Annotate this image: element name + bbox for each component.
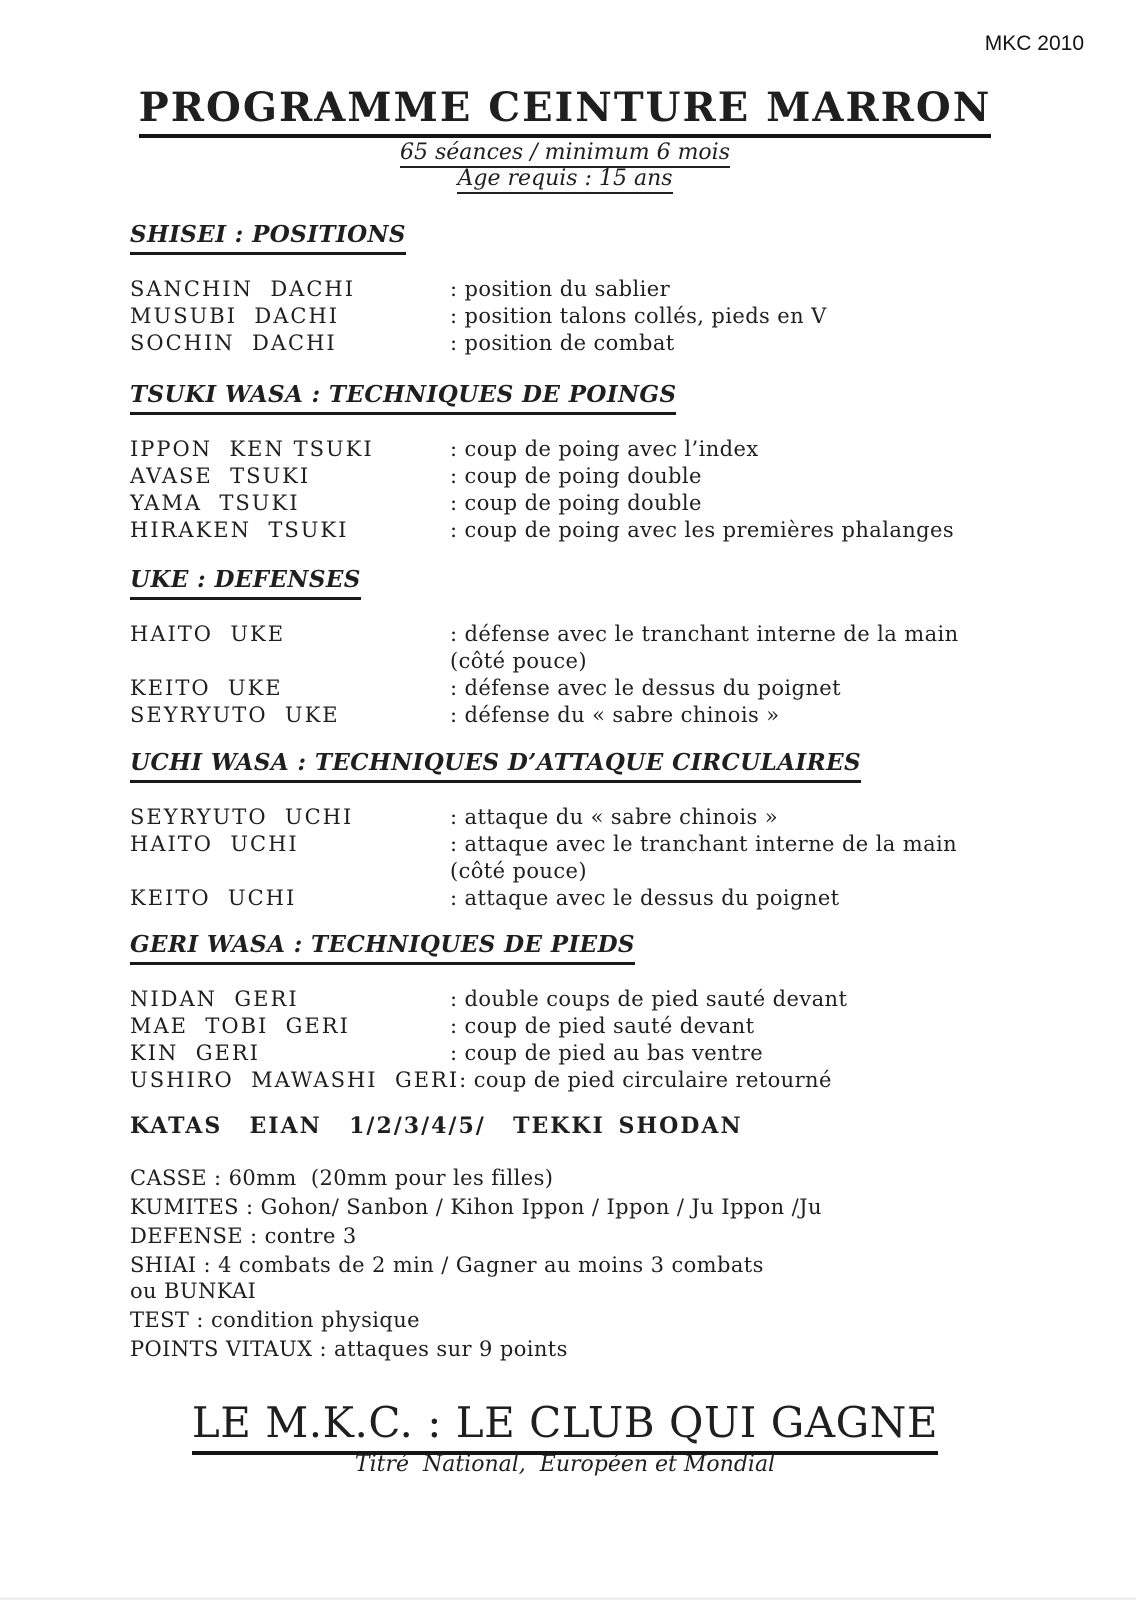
section-heading: UKE : DEFENSES <box>130 565 1090 600</box>
technique-name: SOCHIN DACHI <box>130 331 337 355</box>
section-geri-wasa <box>130 930 1090 1094</box>
subtitle-sessions: 65 séances / minimum 6 mois <box>0 140 1130 168</box>
section-tsuki-wasa <box>130 380 1090 544</box>
subtitle-age: Age requis : 15 ans <box>0 166 1130 194</box>
technique-row <box>130 303 1090 330</box>
technique-definition: : coup de poing double <box>450 491 702 515</box>
footer-slogan: LE M.K.C. : LE CLUB QUI GAGNE <box>0 1398 1130 1455</box>
requirement-text: TEST : condition physique <box>130 1308 420 1332</box>
technique-name: HIRAKEN TSUKI <box>130 518 349 542</box>
requirement-row <box>130 1165 1120 1191</box>
technique-name: SEYRYUTO UKE <box>130 703 340 727</box>
technique-list <box>130 986 1090 1094</box>
technique-name: USHIRO MAWASHI GERI <box>130 1068 460 1092</box>
technique-definition: : attaque avec le dessus du poignet <box>450 886 840 910</box>
technique-name: KEITO UCHI <box>130 886 297 910</box>
technique-definition: : coup de poing avec les premières phalanges <box>450 518 955 542</box>
requirement-row <box>130 1252 1120 1304</box>
requirement-row <box>130 1336 1120 1362</box>
technique-definition: : coup de poing double <box>450 464 702 488</box>
technique-row <box>130 490 1090 517</box>
technique-row <box>130 436 1090 463</box>
requirement-row <box>130 1194 1120 1220</box>
technique-row <box>130 885 1090 912</box>
technique-row <box>130 1067 1090 1094</box>
page-title-text: PROGRAMME CEINTURE MARRON <box>139 84 992 138</box>
technique-row <box>130 986 1090 1013</box>
section-uke <box>130 565 1090 729</box>
technique-definition: : coup de pied sauté devant <box>450 1014 755 1038</box>
technique-name: MUSUBI DACHI <box>130 304 340 328</box>
corner-label: MKC 2010 <box>984 32 1084 55</box>
page-title <box>0 84 1130 138</box>
technique-list <box>130 436 1090 544</box>
technique-definition: : attaque avec le tranchant interne de la main (côté pouce) <box>450 832 958 883</box>
technique-list <box>130 804 1090 912</box>
requirement-text: KUMITES : Gohon/ Sanbon / Kihon Ippon / Ippon / Ju Ippon /Ju <box>130 1195 822 1219</box>
technique-row <box>130 1013 1090 1040</box>
requirement-text: POINTS VITAUX : attaques sur 9 points <box>130 1337 568 1361</box>
technique-definition: : coup de pied circulaire retourné <box>459 1068 832 1092</box>
technique-row <box>130 463 1090 490</box>
technique-definition: : défense avec le tranchant interne de la main (côté pouce) <box>450 622 959 673</box>
requirement-text: DEFENSE : contre 3 <box>130 1224 357 1248</box>
technique-row <box>130 276 1090 303</box>
technique-name: MAE TOBI GERI <box>130 1014 350 1038</box>
technique-list <box>130 621 1090 729</box>
technique-name: KIN GERI <box>130 1041 260 1065</box>
technique-row <box>130 517 1090 544</box>
technique-definition: : coup de pied au bas ventre <box>450 1041 764 1065</box>
requirement-row <box>130 1223 1120 1249</box>
technique-name: HAITO UKE <box>130 622 286 646</box>
technique-definition: : position du sablier <box>450 277 671 301</box>
katas-line: KATAS EIAN 1/2/3/4/5/ TEKKI SHODAN <box>130 1113 743 1139</box>
technique-name: HAITO UCHI <box>130 832 299 856</box>
technique-name: SANCHIN DACHI <box>130 277 356 301</box>
technique-name: SEYRYUTO UCHI <box>130 805 354 829</box>
technique-name: YAMA TSUKI <box>130 491 300 515</box>
requirement-row <box>130 1307 1120 1333</box>
technique-definition: : double coups de pied sauté devant <box>450 987 848 1011</box>
technique-name: KEITO UKE <box>130 676 283 700</box>
section-heading: UCHI WASA : TECHNIQUES D’ATTAQUE CIRCULAIRES <box>130 748 1090 783</box>
footer-subtitle: Titré National, Européen et Mondial <box>354 1452 776 1477</box>
technique-definition: : attaque du « sabre chinois » <box>450 805 778 829</box>
technique-name: IPPON KEN TSUKI <box>130 437 374 461</box>
technique-definition: : défense avec le dessus du poignet <box>450 676 841 700</box>
technique-list <box>130 276 1090 357</box>
technique-name: AVASE TSUKI <box>130 464 311 488</box>
technique-row <box>130 675 1090 702</box>
technique-row <box>130 330 1090 357</box>
technique-row <box>130 804 1090 831</box>
requirements-list <box>130 1165 1120 1365</box>
requirement-text: SHIAI : 4 combats de 2 min / Gagner au moins 3 combats ou BUNKAI <box>130 1253 764 1303</box>
requirement-text: CASSE : 60mm (20mm pour les filles) <box>130 1166 554 1190</box>
section-heading: SHISEI : POSITIONS <box>130 220 1090 255</box>
technique-definition: : coup de poing avec l’index <box>450 437 759 461</box>
technique-definition: : position de combat <box>450 331 675 355</box>
technique-definition: : position talons collés, pieds en V <box>450 304 827 328</box>
technique-row <box>130 621 1090 675</box>
technique-name: NIDAN GERI <box>130 987 299 1011</box>
section-heading: TSUKI WASA : TECHNIQUES DE POINGS <box>130 380 1090 415</box>
technique-row <box>130 1040 1090 1067</box>
section-uchi-wasa <box>130 748 1090 912</box>
section-shisei <box>130 220 1090 357</box>
technique-definition: : défense du « sabre chinois » <box>450 703 780 727</box>
section-heading: GERI WASA : TECHNIQUES DE PIEDS <box>130 930 1090 965</box>
technique-row <box>130 831 1090 885</box>
technique-row <box>130 702 1090 729</box>
